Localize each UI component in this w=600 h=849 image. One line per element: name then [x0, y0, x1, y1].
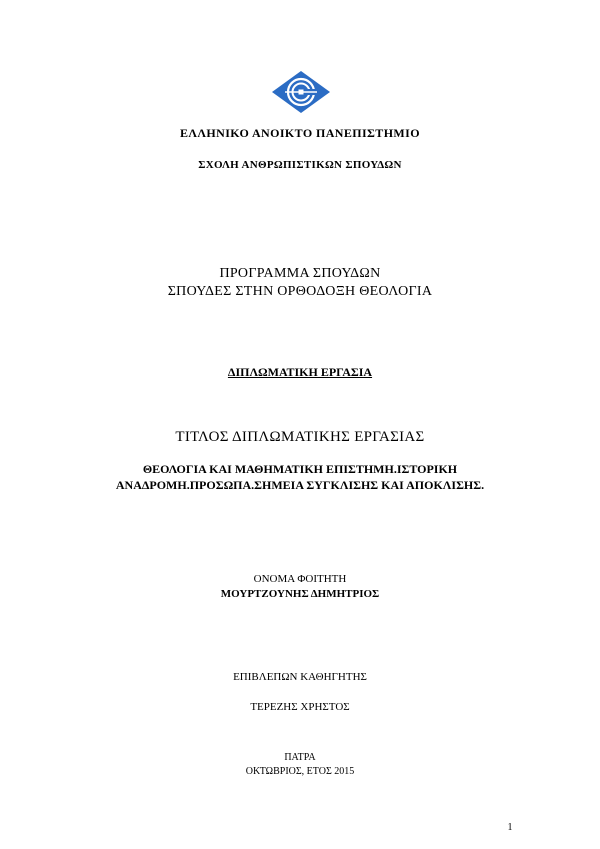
page-number: 1 [507, 822, 513, 833]
thesis-heading: ΔΙΠΛΩΜΑΤΙΚΗ ΕΡΓΑΣΙΑ [227, 365, 373, 379]
university-logo-icon [271, 70, 331, 114]
supervisor-label: ΕΠΙΒΛΕΠΩΝ ΚΑΘΗΓΗΤΗΣ [233, 671, 367, 683]
supervisor-name: ΤΕΡΕΖΗΣ ΧΡΗΣΤΟΣ [250, 701, 350, 713]
university-name: ΕΛΛΗΝΙΚΟ ΑΝΟΙΚΤΟ ΠΑΝΕΠΙΣΤΗΜΙΟ [180, 126, 420, 140]
title-heading: ΤΙΤΛΟΣ ΔΙΠΛΩΜΑΤΙΚΗΣ ΕΡΓΑΣΙΑΣ [175, 429, 425, 445]
program-line-2: ΣΠΟΥΔΕΣ ΣΤΗΝ ΟΡΘΟΔΟΞΗ ΘΕΟΛΟΓΙΑ [167, 284, 433, 299]
student-label: ΟΝΟΜΑ ΦΟΙΤΗΤΗ [253, 573, 347, 585]
date: ΟΚΤΩΒΡΙΟΣ, ΕΤΟΣ 2015 [245, 766, 355, 777]
title-line-1: ΘΕΟΛΟΓΙΑ ΚΑΙ ΜΑΘΗΜΑΤΙΚΗ ΕΠΙΣΤΗΜΗ.ΙΣΤΟΡΙΚΗ [142, 462, 458, 476]
city: ΠΑΤΡΑ [284, 752, 316, 763]
student-name: ΜΟΥΡΤΖΟΥΝΗΣ ΔΗΜΗΤΡΙΟΣ [220, 588, 380, 600]
school-name: ΣΧΟΛΗ ΑΝΘΡΩΠΙΣΤΙΚΩΝ ΣΠΟΥΔΩΝ [198, 159, 402, 171]
program-line-1: ΠΡΟΓΡΑΜΜΑ ΣΠΟΥΔΩΝ [219, 266, 381, 281]
title-line-2: ΑΝΑΔΡΟΜΗ.ΠΡΟΣΩΠΑ.ΣΗΜΕΙΑ ΣΥΓΚΛΙΣΗΣ ΚΑΙ ΑΠΟΚΛΙΣΗΣ. [115, 478, 485, 492]
